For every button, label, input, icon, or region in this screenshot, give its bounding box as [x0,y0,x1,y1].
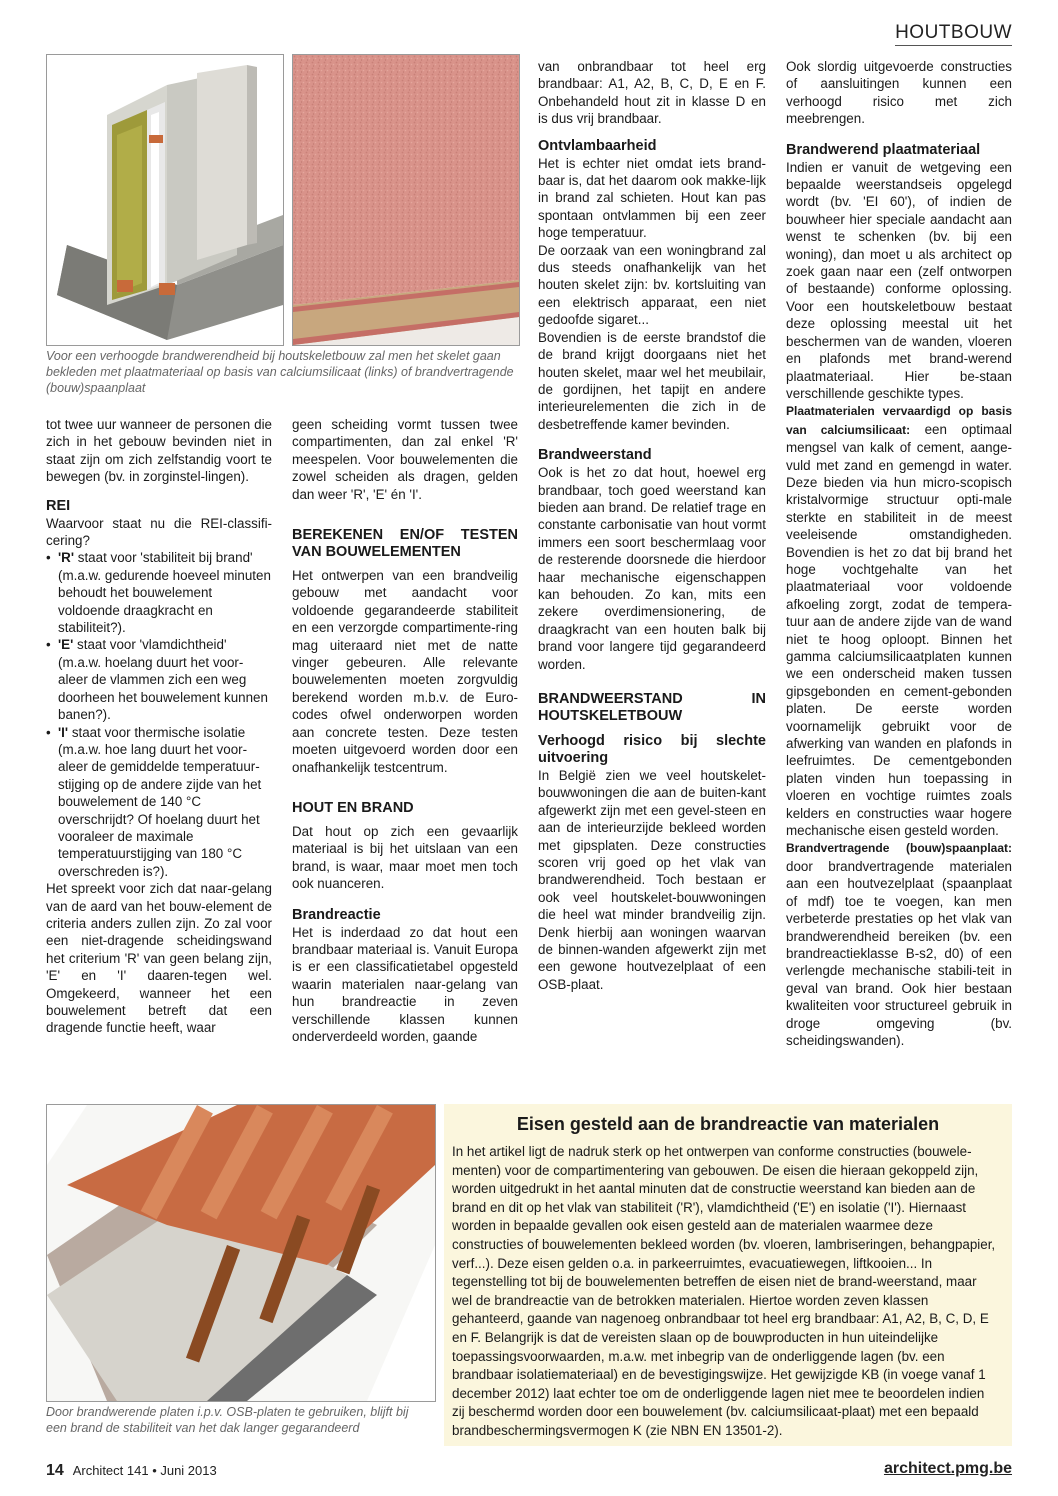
paragraph: van onbrandbaar tot heel erg brandbaar: A1, A2, B, C, D, E en F. Onbehandeld hout zit in klasse D en is dus vrij brandbaar. [538,59,766,127]
heading-ontvlambaarheid: Ontvlambaarheid [538,137,657,154]
paragraph: tot twee uur wanneer de personen die zich in het gebouw bevinden niet in staat zijn om zich zelfstandig voort te bewegen (bv. in zorginstel-lingen). [46,417,272,485]
inline-heading: Brandvertragende (bouw)spaanplaat: [786,841,1012,856]
list-key: 'E' [58,637,74,653]
paragraph-text: door brandvertragende materialen aan een houtvezelplaat (spaanplaat of mdf) toe te voegen, kan men verbeterde prestaties op het vlak van brandwerendheid bereiken (bv. een brandreactieklasse B-s2, d0) of een verlengde mechanische stabili-teit in geval van brand. Ook hier bestaan kwaliteiten voor structureel gebruik in droge omgeving (bv. scheidingswanden). [786,858,1012,1048]
heading-berekenen: BEREKENEN EN/OF TESTEN VAN BOUWELEMENTEN [292,527,518,561]
heading-brandweerstand-houtskeletbouw: BRANDWEERSTAND IN HOUTSKELETBOUW [538,691,766,724]
footer-left [46,1462,217,1480]
list-item [46,636,272,723]
image-caption-bottom: Door brandwerende platen i.p.v. OSB-platen te gebruiken, blijft bij een brand de stabiliteit van het dak langer gegarandeerd [46,1405,409,1435]
paragraph: Het spreekt voor zich dat naar-gelang van de aard van het bouw-element de criteria anders zullen zijn. Zo zal voor een niet-dragende scheidingswand het criterium 'R' van geen belang zijn, 'E' en 'I' daaren-tegen wel. Omgekeerd, wanneer het een bouwelement betreft dat een dragende functie heeft, waar [46,881,272,1036]
paragraph: De oorzaak van een woningbrand zal dus steeds onafhankelijk van het houten skelet zijn: bv. kortsluiting van een elektrisch apparaat, een niet gedoofde sigaret... [538,242,766,328]
heading-rei: REI [46,497,71,514]
chipboard-image [292,54,520,346]
paragraph: geen scheiding vormt tussen twee compartimenten, dan zal enkel 'R' meespelen. Voor bouwelementen die zowel scheiden als dragen, gelden dan weer 'R', 'E' én 'I'. [292,417,518,502]
paragraph: Ook is het zo dat hout, hoewel erg brandbaar, toch goed weerstand kan bieden aan brand. De relatief trage en constante carbonisatie van hout vormt immers een soort beschermlaag voor de resterende doorsnede die hierdoor haar mechanische eigenschappen kan behouden. Zo kan, mits een zekere overdimensionering, de draagkracht van een houten balk bij brand voor langere tijd gegarandeerd worden. [538,465,766,672]
info-box-title: Eisen gesteld aan de brandreactie van materialen [516,1114,940,1134]
wall-section-image [46,54,284,346]
paragraph [786,839,1012,1049]
column-1 [46,416,272,1037]
list-text: staat voor thermische isolatie (m.a.w. hoe lang duurt het voor-aleer de gemiddelde temperatuur-stijging op de andere zijde van het bouwelement de 140 °C overschrijdt? Of hoelang duurt het vooraleer de maximale temperatuurstijging van 180 °C overschreden is?). [58,724,262,879]
paragraph: Het ontwerpen van een brandveilig gebouw met aandacht voor voldoende gegarandeerde stabiliteit en een verzorgde compartimente-ring mag uiteraard niet met de natte vinger gebeuren. Alle relevante bouwelementen moeten zorgvuldig berekend worden m.b.v. de Euro-codes ofwel onderworpen worden aan concrete testen. Deze testen moeten uitgevoerd worden door een onafhankelijk testcentrum. [292,568,518,775]
paragraph: Waarvoor staat nu die REI-classifi-cering? [46,515,272,549]
list-text: staat voor 'stabiliteit bij brand' (m.a.w. gedurende hoeveel minuten behoudt het bouwelement voldoende draagkracht en stabiliteit?). [58,550,271,636]
heading-brandwerend-plaatmateriaal: Brandwerend plaatmateriaal [786,141,981,158]
paragraph: Ook slordig uitgevoerde constructies of aansluitingen kunnen een verhoogd risico met zich meebrengen. [786,59,1012,127]
list-text: staat voor 'vlamdichtheid' (m.a.w. hoelang duurt het voor-aleer de vlammen zich een weg doorheen het bouwelement kunnen banen?). [58,637,268,723]
heading-brandreactie: Brandreactie [292,906,381,923]
paragraph: Dat hout op zich een gevaarlijk materiaal is bij het uitslaan van een brand, is waar, maar moet men toch ook nuanceren. [292,823,518,892]
column-3 [538,58,766,993]
page-number: 14 [46,1462,64,1479]
roof-section-image [46,1104,436,1402]
info-box-text: In het artikel ligt de nadruk sterk op het ontwerpen van conforme constructies (bouwele-menten) voor de compartimentering van gebouwen. De eisen die hieraan gekoppeld zijn, worden uitgedrukt in het aantal minuten dat de constructie weerstand kan bieden aan de brand en dit op het vlak van stabiliteit ('R'), vlamdichtheid ('E') en isolatie ('I'). Hiernaast worden in bepaalde gevallen ook eisen gesteld aan de materialen waarmee deze constructies of bouwelementen bekleed worden (bv. vloeren, lambriseringen, behangpapier, verf...). Deze eisen gelden o.a. in parkeerruimtes, evacuatiewegen, liftkooien... In tegenstelling tot bij de bouwelementen betreffen de eisen niet de brand-weerstand, maar wel de brandreactie van de betrokken materialen. Hiertoe worden zeven klassen gehanteerd, gaande van nagenoeg onbrandbaar tot heel erg brandbaar: A1, A2, B, C, D, E en F. Belangrijk is dat de vereisten slaan op de bouwproducten in hun uiteindelijke toepassingsvoorwaarden, m.a.w. met inbegrip van de onderliggende lagen (bv. een brandbaar isolatiemateriaal) en de bevestigingswijze. Het gewijzigde KB (in voege vanaf 1 december 2012) laat echter toe om de onderliggende lagen niet mee te beoordelen indien zij beschermd worden door een bouwelement (bv. calciumsilicaat-plaat) met een bepaald brandbeschermingsvermogen K (zie NBN EN 13501-2). [452,1144,996,1438]
paragraph: Het is echter niet omdat iets brand-baar is, dat het daarom ook makke-lijk in brand zal schieten. Hout kan pas spontaan ontvlammen bij een zeer hoge temperatuur. [538,155,766,241]
heading-brandweerstand: Brandweerstand [538,447,652,464]
list-key: 'I' [58,724,69,740]
paragraph-text: een optimaal mengsel van kalk of cement, aange-vuld met zand en gemengd in water. Deze bieden via hun micro-scopisch kristalvormige structuur opti-male sterkte en stabiliteit in de meest veeleisende omstandigheden. Bovendien is het zo dat bij brand het hoge vochtgehalte van het plaatmateriaal voor voldoende afkoeling zorgt, zodat de tempera-tuur aan de andere zijde van de wand niet te hoog oploopt. Binnen het gamma calciumsilicaatplaten kunnen we een onderscheid maken tussen gipsgebonden en cement-gebonden platen. De eerste worden voornamelijk gebruikt voor de afwerking van wanden en plafonds in leefruimtes. De cementgebonden platen vinden hun toepassing in vloeren en vochtige ruimtes zoals kelders en constructies waar hogere mechanische eisen gesteld worden. [786,421,1012,839]
issue-label: Architect 141 • Juni 2013 [72,1463,217,1478]
column-4 [786,58,1012,1049]
paragraph: Indien er vanuit de wetgeving een bepaalde weerstandseis opgelegd wordt (bv. 'EI 60'), of indien de bouwheer hier speciale aandacht aan wenst te schenken (bv. bij een woning), dan moet u als architect op zoek gaan naar een (zelf ontworpen of bestaande) conforme oplossing. Voor een houtskeletbouw bestaat deze oplossing meestal uit het beschermen van de wanden, vloeren en plafonds met brand-werend plaatmateriaal. Hier be-staan verschillende geschikte types. [786,159,1012,401]
rei-list [46,549,272,880]
paragraph: In België zien we veel houtskelet-bouwwoningen die aan de buiten-kant afgewerkt zijn met een gevel-steen en aan de interieurzijde bekleed worden met gipsplaten. Deze constructies scoren vrij goed op het vlak van brandwerendheid. Toch bestaan er ook veel houtskelet-bouwwoningen die heel wat minder brandveilig zijn. Denk hierbij aan woningen waarvan de binnen-wanden afgewerkt zijn met een gewone houtvezelplaat of een OSB-plaat. [538,768,766,992]
paragraph: Het is inderdaad zo dat hout een brandbaar materiaal is. Vanuit Europa is er een classificatietabel opgesteld waarin materialen naar-gelang van hun brandreactie in zeven verschillende klassen kunnen onderverdeeld worden, gaande [292,924,518,1044]
heading-hout-en-brand: HOUT EN BRAND [292,799,414,816]
heading-verhoogd-risico: Verhoogd risico bij slechte uitvoering [538,733,766,766]
section-label: HOUTBOUW [895,22,1012,46]
info-box [444,1104,1012,1446]
paragraph: Bovendien is de eerste brandstof die de brand krijgt doorgaans niet het houten skelet, maar wel het meubilair, de gordijnen, het tapijt en andere interieurelementen die zich in de desbetreffende kamer bevinden. [538,329,766,432]
inline-heading: Plaatmaterialen vervaardigd op basis van calciumsilicaat: [786,404,1012,437]
paragraph [786,402,1012,839]
list-item [46,549,272,636]
list-key: 'R' [58,550,75,566]
column-2 [292,416,518,1045]
website-link[interactable]: architect.pmg.be [883,1460,1012,1477]
list-item [46,724,272,881]
image-caption-top: Voor een verhoogde brandwerendheid bij houtskeletbouw zal men het skelet gaan bekleden met plaatmateriaal op basis van calciumsilicaat (links) of brandvertragende (bouw)spaanplaat [46,349,514,395]
